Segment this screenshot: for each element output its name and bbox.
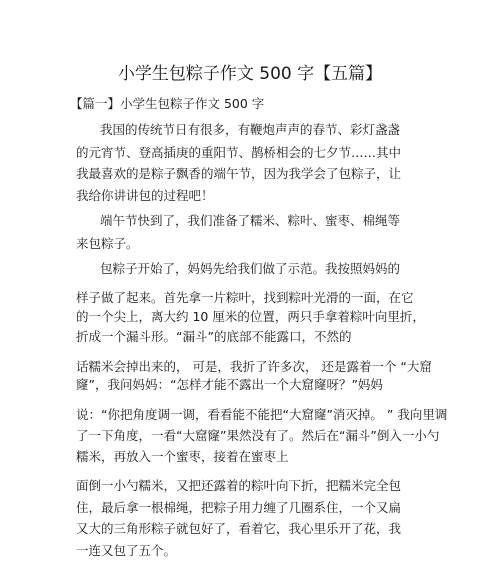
body-line: 包粽子开始了，妈妈先给我们做了示范。我按照妈妈的 bbox=[100, 261, 401, 276]
body-line: 我给你讲讲包的过程吧！ bbox=[76, 188, 214, 203]
body-line: 样子做了起来。首先拿一片粽叶，找到粽叶光滑的一面，在它 bbox=[76, 290, 414, 305]
body-line: 折成一个漏斗形。“漏斗”的底部不能露口，不然的 bbox=[76, 329, 352, 344]
body-line: 又大的三角形粽子就包好了，看着它，我心里乐开了花，我 bbox=[76, 521, 402, 536]
body-line: 来包粽子。 bbox=[76, 236, 139, 251]
body-line: 糯米，再放入一个蜜枣，接着在蜜枣上 bbox=[76, 449, 289, 464]
body-line: 住，最后拿一根棉绳，把粽子用力缠了几圈系住，一个又扁 bbox=[76, 500, 402, 515]
body-line: 我最喜欢的是粽子飘香的端午节，因为我学会了包粽子，让 bbox=[76, 166, 402, 181]
body-line: 面倒一小勺糯米，又把还露着的粽叶向下折，把糯米完全包 bbox=[76, 478, 402, 493]
body-line: 一连又包了五个。 bbox=[76, 543, 177, 558]
body-line: 端午节快到了，我们准备了糯米、粽叶、蜜枣、棉绳等 bbox=[100, 213, 401, 228]
body-line: 话糯米会掉出来的， 可是，我折了许多次， 还是露着一个 “大窟 bbox=[76, 359, 432, 374]
body-line: 了一下角度，一看“大窟窿”果然没有了。然后在“漏斗”倒入一小勺 bbox=[76, 428, 440, 443]
body-line: 的元宵节、登高插庚的重阳节、鹊桥相会的七夕节……其中 bbox=[76, 145, 402, 160]
body-line: 我国的传统节日有很多，有鞭炮声声的春节、彩灯盏盏 bbox=[100, 122, 401, 137]
body-line: 的一个尖上，离大约 10 厘米的位置，两只手拿着粽叶向里折， bbox=[76, 309, 425, 324]
body-line: 说：“你把角度调一调，看看能不能把“大窟窿”消灭掉。 ” 我向里调 bbox=[76, 407, 448, 422]
section-heading: 【篇一】小学生包粽子作文 500 字 bbox=[70, 96, 265, 111]
document-title: 小学生包粽子作文 500 字【五篇】 bbox=[117, 64, 383, 84]
body-line: 窿”，我问妈妈：“怎样才能不露出一个大窟窿呀？”妈妈 bbox=[76, 377, 383, 392]
